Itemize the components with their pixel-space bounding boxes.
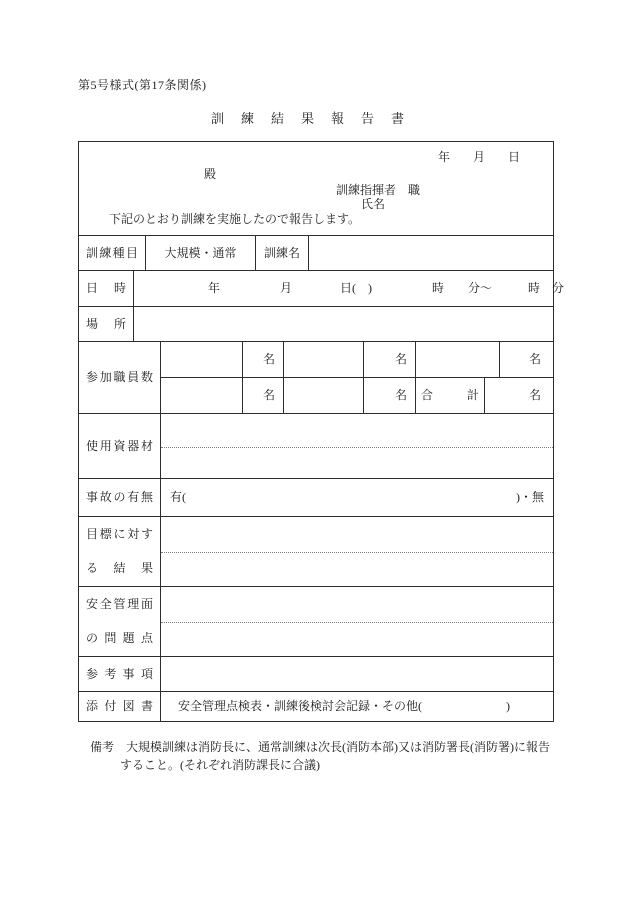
safety-label-line1: 安全管理面 bbox=[86, 597, 153, 611]
training-name-label: 訓練名 bbox=[263, 245, 300, 260]
row-equipment bbox=[79, 413, 553, 478]
participants-grid bbox=[161, 342, 553, 413]
write-in-rule bbox=[161, 552, 553, 553]
accident-yes-open: 有( bbox=[170, 490, 186, 504]
write-in-rule bbox=[161, 447, 553, 448]
write-in-rule bbox=[161, 622, 553, 623]
row-datetime bbox=[79, 270, 564, 306]
training-scale-options: 大規模・通常 bbox=[164, 245, 237, 260]
attachment-label: 添付図書 bbox=[86, 699, 153, 713]
unit-mei: 名 bbox=[262, 352, 275, 366]
form-number: 第5号様式(第17条関係) bbox=[78, 78, 207, 92]
participants-label-cell bbox=[79, 342, 161, 413]
participants-count-cell-3 bbox=[415, 342, 499, 377]
equipment-label-cell bbox=[79, 414, 161, 478]
participants-unit-cell-1 bbox=[242, 342, 283, 377]
remarks-note bbox=[90, 740, 560, 773]
training-type-label: 訓練種目 bbox=[86, 245, 138, 260]
unit-mei: 名 bbox=[528, 352, 541, 366]
datetime-value-cell bbox=[134, 271, 564, 306]
row-reference bbox=[79, 656, 553, 691]
row-accident bbox=[79, 478, 553, 516]
unit-mei: 名 bbox=[394, 388, 407, 402]
unit-mei: 名 bbox=[394, 352, 407, 366]
datetime-label-cell bbox=[79, 271, 134, 306]
participants-unit-cell-2 bbox=[363, 342, 415, 377]
attachment-value-cell bbox=[161, 692, 553, 721]
total-label: 合計 bbox=[421, 388, 479, 402]
equipment-label: 使用資器材 bbox=[86, 438, 153, 453]
participants-count-cell-5 bbox=[283, 378, 363, 413]
result-label-line1: 目標に対す bbox=[86, 527, 153, 541]
participants-unit-cell-5 bbox=[363, 378, 415, 413]
result-value-cell bbox=[161, 517, 553, 586]
remarks-line1: 備考 大規模訓練は消防長に、通常訓練は次長(消防本部)又は消防署長(消防署)に報告 bbox=[90, 740, 550, 754]
accident-close-no: )・無 bbox=[516, 490, 544, 504]
intro-sentence: 下記のとおり訓練を実施したので報告します。 bbox=[109, 212, 361, 226]
commander-label: 訓練指揮者 職 bbox=[336, 183, 421, 197]
participants-count-cell-4 bbox=[161, 378, 242, 413]
participants-subrow-1 bbox=[161, 342, 553, 377]
participants-count-cell-2 bbox=[283, 342, 363, 377]
equipment-value-cell bbox=[161, 414, 553, 478]
addressee-label: 殿 bbox=[204, 167, 217, 181]
participants-label: 参加職員数 bbox=[86, 370, 153, 384]
place-label: 場所 bbox=[86, 316, 126, 331]
document-title: 訓練結果報告書 bbox=[210, 111, 421, 126]
unit-mei: 名 bbox=[262, 388, 275, 402]
participants-total-unit-cell bbox=[484, 378, 553, 413]
row-result bbox=[79, 516, 553, 586]
row-place bbox=[79, 306, 553, 341]
date-month-label: 月 bbox=[472, 150, 485, 164]
training-name-label-cell bbox=[256, 236, 309, 270]
training-scale-cell bbox=[146, 236, 256, 270]
row-training-type bbox=[79, 235, 553, 270]
remarks-line2: すること。(それぞれ消防課長に合議) bbox=[120, 758, 320, 772]
attachment-options: 安全管理点検表・訓練後検討会記録・その他( ) bbox=[178, 699, 510, 713]
participants-total-label-cell bbox=[415, 378, 484, 413]
table-header-block bbox=[79, 142, 553, 235]
reference-label: 参考事項 bbox=[86, 666, 153, 681]
participants-count-cell-1 bbox=[161, 342, 242, 377]
training-type-label-cell bbox=[79, 236, 146, 270]
safety-label-line2: の問題点 bbox=[86, 631, 153, 645]
safety-label-cell bbox=[79, 587, 161, 656]
place-value-cell bbox=[134, 307, 553, 341]
name-label: 氏名 bbox=[361, 197, 386, 211]
accident-label-cell bbox=[79, 479, 161, 516]
participants-subrow-2 bbox=[161, 377, 553, 413]
training-name-value-cell bbox=[309, 236, 553, 270]
row-participants bbox=[79, 341, 553, 413]
row-safety bbox=[79, 586, 553, 656]
accident-label: 事故の有無 bbox=[86, 490, 153, 504]
row-attachment bbox=[79, 691, 553, 721]
accident-value-cell bbox=[161, 479, 553, 516]
reference-value-cell bbox=[161, 657, 553, 691]
datetime-label: 日時 bbox=[86, 281, 126, 295]
result-label-cell bbox=[79, 517, 161, 586]
result-label-line2: る結果 bbox=[86, 561, 153, 575]
reference-label-cell bbox=[79, 657, 161, 691]
unit-mei: 名 bbox=[528, 388, 541, 402]
date-year-label: 年 bbox=[437, 150, 450, 164]
datetime-template: 年 月 日( ) 時 分～ 時 分 bbox=[208, 281, 564, 295]
place-label-cell bbox=[79, 307, 134, 341]
report-table bbox=[78, 141, 564, 722]
date-day-label: 日 bbox=[507, 150, 520, 164]
safety-value-cell bbox=[161, 587, 553, 656]
attachment-label-cell bbox=[79, 692, 161, 721]
participants-unit-cell-3 bbox=[499, 342, 553, 377]
participants-unit-cell-4 bbox=[242, 378, 283, 413]
date-line bbox=[438, 150, 520, 165]
